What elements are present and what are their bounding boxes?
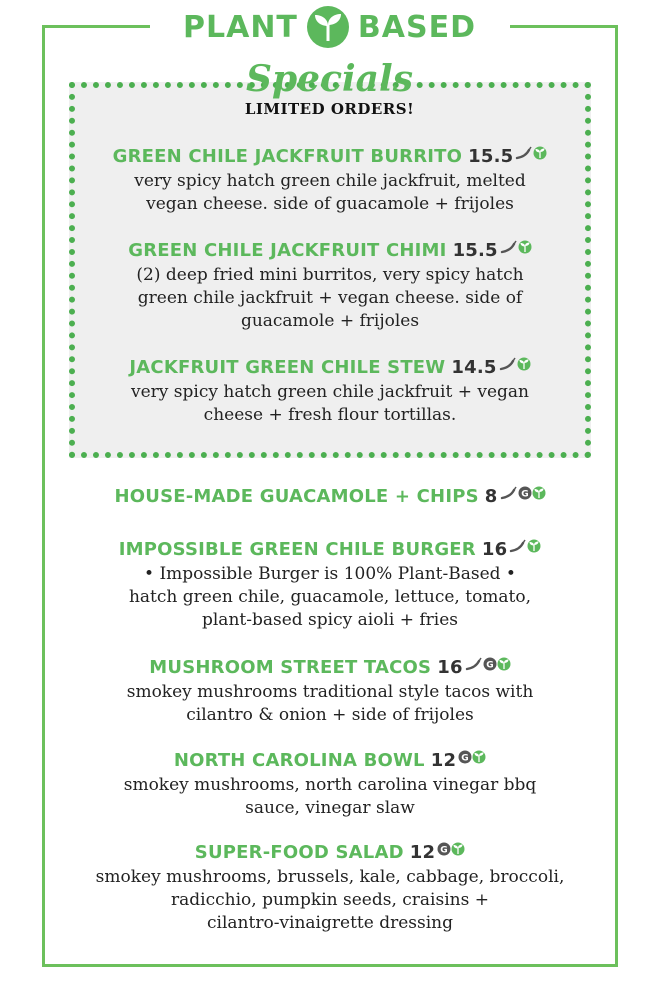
menu-item-title [60, 355, 600, 381]
menu-item-icons [499, 351, 531, 377]
svg-text:G: G [461, 753, 469, 764]
menu-item-title [60, 748, 600, 774]
menu-item-description-line: very spicy hatch green chile jackfruit, melted [134, 171, 526, 191]
plant-icon [527, 539, 541, 553]
menu-item-price: 16 [437, 657, 463, 678]
menu-item-name: GREEN CHILE JACKFRUIT BURRITO [112, 146, 463, 167]
svg-text:G: G [485, 660, 494, 671]
header-content [183, 5, 476, 49]
chile-icon [465, 657, 483, 671]
chile-icon [509, 539, 527, 553]
menu-item-price: 8 [484, 486, 498, 507]
menu-item-description-line: cilantro-vinaigrette dressing [207, 913, 453, 933]
menu-item-icons [509, 533, 541, 559]
limited-orders-label: LIMITED ORDERS! [244, 100, 415, 118]
gluten-free-icon [483, 657, 497, 671]
plant-icon [532, 486, 546, 500]
menu-item-description-line: smokey mushrooms traditional style tacos with [126, 682, 534, 702]
menu-item-description-line: radicchio, pumpkin seeds, craisins + [171, 890, 489, 910]
menu-item-name: JACKFRUIT GREEN CHILE STEW [129, 357, 446, 378]
menu-item-title [60, 144, 600, 170]
menu-item-description-line: vegan cheese. side of guacamole + frijoles [146, 194, 514, 214]
menu-item-name: NORTH CAROLINA BOWL [173, 750, 425, 771]
menu-item-price: 16 [481, 539, 508, 560]
menu-item-icons [465, 651, 511, 677]
menu-item-title [60, 238, 600, 264]
menu-item [60, 484, 600, 510]
menu-item-icons [515, 140, 547, 166]
menu-item [60, 355, 600, 427]
menu-item-name: GREEN CHILE JACKFRUIT CHIMI [128, 240, 447, 261]
header-left-word: PLANT [183, 9, 298, 45]
svg-text:G: G [520, 489, 529, 500]
menu-item-description-line: sauce, vinegar slaw [245, 798, 415, 818]
menu-item-icons [458, 744, 486, 770]
gluten-free-icon [437, 842, 451, 856]
menu-item-price: 14.5 [451, 357, 497, 378]
menu-item [60, 537, 600, 632]
menu-item-price: 12 [409, 842, 436, 863]
menu-item-title [60, 484, 600, 510]
plant-icon [497, 657, 511, 671]
gluten-free-icon [458, 750, 472, 764]
menu-item-description-line: plant-based spicy aioli + fries [201, 610, 458, 630]
menu-item-description-line: very spicy hatch green chile jackfruit + vegan [131, 382, 529, 402]
menu-item-description-line: (2) deep fried mini burritos, very spicy hatch [136, 265, 524, 285]
menu-item-description-line: guacamole + frijoles [240, 311, 420, 331]
menu-item-title [60, 840, 600, 866]
menu-item-name: HOUSE-MADE GUACAMOLE + CHIPS [114, 486, 479, 507]
menu-item [60, 748, 600, 820]
chile-icon [500, 240, 518, 254]
menu-item-price: 12 [430, 750, 457, 771]
menu-item-description-line: hatch green chile, guacamole, lettuce, tomato, [128, 587, 532, 607]
plant-icon [451, 842, 465, 856]
menu-item-description-line: green chile jackfruit + vegan cheese. side of [137, 288, 523, 308]
sprout-icon [306, 5, 350, 49]
menu-item-title [60, 655, 600, 681]
specials-title: Specials [246, 58, 413, 100]
plant-icon [518, 240, 532, 254]
svg-text:G: G [440, 845, 448, 856]
menu-item-description-line: smokey mushrooms, brussels, kale, cabbage, broccoli, [95, 867, 565, 887]
menu-item [60, 238, 600, 333]
menu-item-icons [500, 480, 546, 506]
menu-header [0, 0, 659, 60]
menu-item-price: 15.5 [468, 146, 514, 167]
menu-item-description-line: cheese + fresh flour tortillas. [203, 405, 457, 425]
chile-icon [515, 146, 533, 160]
menu-item-name: IMPOSSIBLE GREEN CHILE BURGER [118, 539, 476, 560]
menu-item-description-line: • Impossible Burger is 100% Plant-Based • [144, 564, 516, 584]
menu-item [60, 144, 600, 216]
menu-item-icons [500, 234, 532, 260]
menu-item-icons [437, 836, 465, 862]
plant-icon [472, 750, 486, 764]
menu-item-price: 15.5 [452, 240, 498, 261]
menu-item-name: MUSHROOM STREET TACOS [149, 657, 432, 678]
chile-icon [499, 357, 517, 371]
menu-item-title [60, 537, 600, 563]
chile-icon [500, 486, 518, 500]
header-right-word: BASED [357, 9, 476, 45]
menu-item-name: SUPER-FOOD SALAD [194, 842, 404, 863]
gluten-free-icon [518, 486, 532, 500]
plant-icon [517, 357, 531, 371]
menu-item-description-line: cilantro & onion + side of frijoles [186, 705, 474, 725]
plant-icon [533, 146, 547, 160]
menu-item [60, 655, 600, 727]
menu-item-description-line: smokey mushrooms, north carolina vinegar bbq [123, 775, 537, 795]
menu-item [60, 840, 600, 935]
